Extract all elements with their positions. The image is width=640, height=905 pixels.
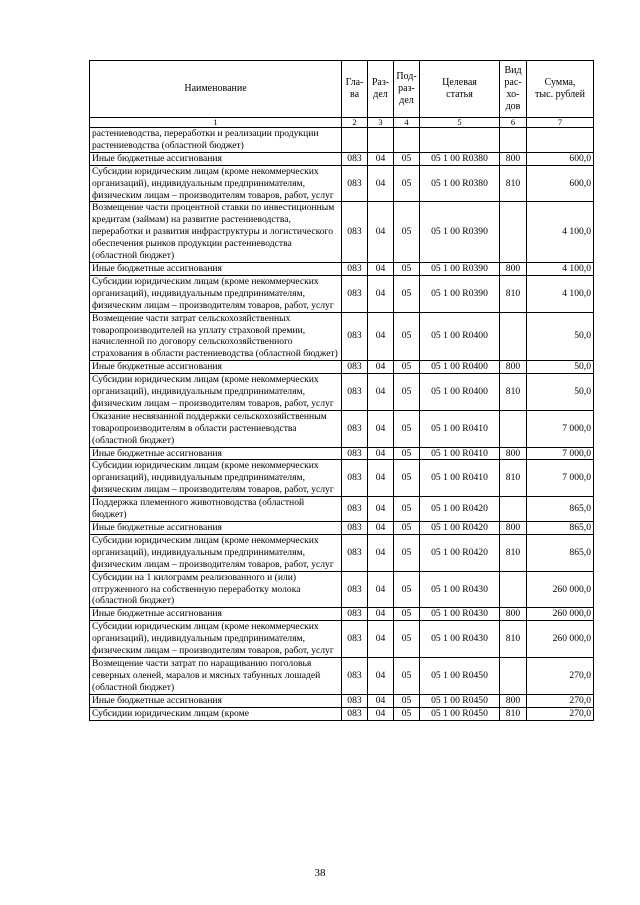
table-row (90, 497, 594, 522)
row-vid-cell: 800 (500, 262, 527, 275)
row-statya-cell: 05 1 00 R0380 (420, 152, 500, 165)
row-statya-cell: 05 1 00 R0450 (420, 694, 500, 707)
budget-table (89, 60, 594, 721)
table-row (90, 571, 594, 608)
header-glava: Гла- ва (342, 61, 368, 118)
row-razdel-cell: 04 (368, 621, 394, 658)
row-summa-cell: 4 100,0 (527, 202, 594, 263)
row-name-cell: Иные бюджетные ассигнования (90, 447, 342, 460)
row-vid-cell: 800 (500, 447, 527, 460)
row-glava-cell: 083 (342, 657, 368, 694)
row-statya-cell: 05 1 00 R0390 (420, 202, 500, 263)
row-glava-cell: 083 (342, 707, 368, 720)
row-summa-cell: 270,0 (527, 657, 594, 694)
row-razdel-cell: 04 (368, 152, 394, 165)
row-summa-cell: 865,0 (527, 497, 594, 522)
row-glava-cell: 083 (342, 621, 368, 658)
row-glava-cell: 083 (342, 275, 368, 312)
row-razdel-cell: 04 (368, 497, 394, 522)
row-statya-cell: 05 1 00 R0410 (420, 460, 500, 497)
row-statya-cell: 05 1 00 R0410 (420, 410, 500, 447)
row-statya-cell: 05 1 00 R0450 (420, 657, 500, 694)
row-summa-cell (527, 128, 594, 153)
row-summa-cell: 600,0 (527, 152, 594, 165)
row-glava-cell: 083 (342, 497, 368, 522)
row-vid-cell: 810 (500, 707, 527, 720)
row-podrazdel-cell: 05 (394, 534, 420, 571)
table-row (90, 608, 594, 621)
row-summa-cell: 865,0 (527, 522, 594, 535)
table-row (90, 275, 594, 312)
row-razdel-cell: 04 (368, 534, 394, 571)
table-row (90, 447, 594, 460)
table-row (90, 522, 594, 535)
row-name-cell: Субсидии юридическим лицам (кроме некоммерческих организаций), индивидуальным предпринимателям, физическим лицам – производителям товаров, работ, услуг (90, 275, 342, 312)
column-number: 7 (527, 118, 594, 128)
row-razdel-cell: 04 (368, 447, 394, 460)
row-podrazdel-cell (394, 128, 420, 153)
column-number: 3 (368, 118, 394, 128)
row-glava-cell: 083 (342, 165, 368, 202)
row-statya-cell: 05 1 00 R0420 (420, 534, 500, 571)
row-razdel-cell: 04 (368, 262, 394, 275)
row-name-cell: Иные бюджетные ассигнования (90, 361, 342, 374)
row-podrazdel-cell: 05 (394, 202, 420, 263)
row-razdel-cell: 04 (368, 374, 394, 411)
row-summa-cell: 50,0 (527, 312, 594, 361)
row-name-cell: Поддержка племенного животноводства (областной бюджет) (90, 497, 342, 522)
header-summa: Сумма, тыс. рублей (527, 61, 594, 118)
row-summa-cell: 270,0 (527, 694, 594, 707)
table-row (90, 657, 594, 694)
row-statya-cell: 05 1 00 R0380 (420, 165, 500, 202)
row-podrazdel-cell: 05 (394, 312, 420, 361)
row-razdel-cell: 04 (368, 707, 394, 720)
row-glava-cell: 083 (342, 312, 368, 361)
row-name-cell: Субсидии юридическим лицам (кроме некоммерческих организаций), индивидуальным предпринимателям, физическим лицам – производителям товаров, работ, услуг (90, 460, 342, 497)
table-row (90, 262, 594, 275)
row-summa-cell: 4 100,0 (527, 262, 594, 275)
row-summa-cell: 600,0 (527, 165, 594, 202)
row-razdel-cell: 04 (368, 694, 394, 707)
row-statya-cell: 05 1 00 R0400 (420, 374, 500, 411)
table-row (90, 361, 594, 374)
page-number: 38 (314, 867, 326, 879)
header-statya: Целевая статья (420, 61, 500, 118)
row-summa-cell: 7 000,0 (527, 410, 594, 447)
row-summa-cell: 7 000,0 (527, 460, 594, 497)
row-summa-cell: 270,0 (527, 707, 594, 720)
row-vid-cell: 810 (500, 374, 527, 411)
row-glava-cell: 083 (342, 694, 368, 707)
row-name-cell: Субсидии юридическим лицам (кроме (90, 707, 342, 720)
row-name-cell: Иные бюджетные ассигнования (90, 262, 342, 275)
table-row (90, 707, 594, 720)
row-podrazdel-cell: 05 (394, 275, 420, 312)
row-podrazdel-cell: 05 (394, 361, 420, 374)
row-glava-cell: 083 (342, 152, 368, 165)
row-razdel-cell: 04 (368, 312, 394, 361)
row-podrazdel-cell: 05 (394, 374, 420, 411)
row-statya-cell: 05 1 00 R0430 (420, 621, 500, 658)
row-razdel-cell: 04 (368, 522, 394, 535)
row-glava-cell (342, 128, 368, 153)
row-razdel-cell: 04 (368, 361, 394, 374)
row-summa-cell: 260 000,0 (527, 621, 594, 658)
row-podrazdel-cell: 05 (394, 694, 420, 707)
row-podrazdel-cell: 05 (394, 497, 420, 522)
row-glava-cell: 083 (342, 361, 368, 374)
row-summa-cell: 4 100,0 (527, 275, 594, 312)
row-statya-cell: 05 1 00 R0390 (420, 262, 500, 275)
row-podrazdel-cell: 05 (394, 262, 420, 275)
row-statya-cell: 05 1 00 R0450 (420, 707, 500, 720)
column-number-row (90, 118, 594, 128)
row-vid-cell (500, 312, 527, 361)
row-razdel-cell: 04 (368, 410, 394, 447)
row-vid-cell: 800 (500, 152, 527, 165)
row-name-cell: Иные бюджетные ассигнования (90, 152, 342, 165)
row-podrazdel-cell: 05 (394, 608, 420, 621)
row-summa-cell: 260 000,0 (527, 571, 594, 608)
row-statya-cell: 05 1 00 R0430 (420, 608, 500, 621)
row-vid-cell (500, 657, 527, 694)
table-row (90, 202, 594, 263)
table-row (90, 621, 594, 658)
row-glava-cell: 083 (342, 608, 368, 621)
row-glava-cell: 083 (342, 534, 368, 571)
row-razdel-cell: 04 (368, 275, 394, 312)
row-razdel-cell: 04 (368, 571, 394, 608)
table-row (90, 165, 594, 202)
row-vid-cell: 800 (500, 361, 527, 374)
row-razdel-cell (368, 128, 394, 153)
column-number: 1 (90, 118, 342, 128)
row-statya-cell (420, 128, 500, 153)
row-vid-cell: 810 (500, 460, 527, 497)
header-vid: Вид рас- хо- дов (500, 61, 527, 118)
table-row (90, 128, 594, 153)
row-razdel-cell: 04 (368, 657, 394, 694)
row-summa-cell: 50,0 (527, 374, 594, 411)
row-podrazdel-cell: 05 (394, 571, 420, 608)
row-name-cell: Возмещение части процентной ставки по инвестиционным кредитам (займам) на развитие растениеводства, переработки и развития инфраструктуры и логистического обеспечения рынков продукции растениеводства (областной бюджет) (90, 202, 342, 263)
row-name-cell: Субсидии юридическим лицам (кроме некоммерческих организаций), индивидуальным предпринимателям, физическим лицам – производителям товаров, работ, услуг (90, 621, 342, 658)
row-name-cell: Субсидии на 1 килограмм реализованного и (или) отгруженного на собственную переработку молока (областной бюджет) (90, 571, 342, 608)
column-number: 5 (420, 118, 500, 128)
column-number: 4 (394, 118, 420, 128)
row-glava-cell: 083 (342, 202, 368, 263)
row-summa-cell: 865,0 (527, 534, 594, 571)
column-number: 6 (500, 118, 527, 128)
header-name: Наименование (90, 61, 342, 118)
row-statya-cell: 05 1 00 R0410 (420, 447, 500, 460)
row-vid-cell (500, 497, 527, 522)
row-vid-cell (500, 410, 527, 447)
row-glava-cell: 083 (342, 447, 368, 460)
row-podrazdel-cell: 05 (394, 657, 420, 694)
row-vid-cell: 810 (500, 165, 527, 202)
row-vid-cell: 810 (500, 275, 527, 312)
row-podrazdel-cell: 05 (394, 447, 420, 460)
row-name-cell: Иные бюджетные ассигнования (90, 522, 342, 535)
row-summa-cell: 7 000,0 (527, 447, 594, 460)
row-statya-cell: 05 1 00 R0390 (420, 275, 500, 312)
row-name-cell: растениеводства, переработки и реализации продукции растениеводства (областной бюджет) (90, 128, 342, 153)
row-statya-cell: 05 1 00 R0400 (420, 361, 500, 374)
row-name-cell: Возмещение части затрат сельскохозяйственных товаропроизводителей на уплату страховой премии, начисленной по договору сельскохозяйственного страхования в области растениеводства (областной бюджет) (90, 312, 342, 361)
header-row (90, 61, 594, 118)
row-podrazdel-cell: 05 (394, 460, 420, 497)
row-razdel-cell: 04 (368, 608, 394, 621)
row-name-cell: Субсидии юридическим лицам (кроме некоммерческих организаций), индивидуальным предпринимателям, физическим лицам – производителям товаров, работ, услуг (90, 165, 342, 202)
row-podrazdel-cell: 05 (394, 165, 420, 202)
row-name-cell: Иные бюджетные ассигнования (90, 694, 342, 707)
row-podrazdel-cell: 05 (394, 707, 420, 720)
row-statya-cell: 05 1 00 R0400 (420, 312, 500, 361)
table-row (90, 460, 594, 497)
table-row (90, 534, 594, 571)
row-vid-cell: 810 (500, 534, 527, 571)
table-row (90, 374, 594, 411)
table-body (90, 128, 594, 721)
table-row (90, 410, 594, 447)
row-podrazdel-cell: 05 (394, 410, 420, 447)
row-statya-cell: 05 1 00 R0420 (420, 522, 500, 535)
row-glava-cell: 083 (342, 460, 368, 497)
row-glava-cell: 083 (342, 262, 368, 275)
row-podrazdel-cell: 05 (394, 621, 420, 658)
column-number: 2 (342, 118, 368, 128)
row-name-cell: Иные бюджетные ассигнования (90, 608, 342, 621)
row-razdel-cell: 04 (368, 165, 394, 202)
row-glava-cell: 083 (342, 410, 368, 447)
table-row (90, 694, 594, 707)
row-razdel-cell: 04 (368, 460, 394, 497)
row-name-cell: Субсидии юридическим лицам (кроме некоммерческих организаций), индивидуальным предпринимателям, физическим лицам – производителям товаров, работ, услуг (90, 534, 342, 571)
row-vid-cell: 800 (500, 522, 527, 535)
row-podrazdel-cell: 05 (394, 152, 420, 165)
row-name-cell: Возмещение части затрат по наращиванию поголовья северных оленей, маралов и мясных табунных лошадей (областной бюджет) (90, 657, 342, 694)
row-podrazdel-cell: 05 (394, 522, 420, 535)
row-summa-cell: 50,0 (527, 361, 594, 374)
row-vid-cell: 810 (500, 621, 527, 658)
row-vid-cell (500, 128, 527, 153)
row-razdel-cell: 04 (368, 202, 394, 263)
row-name-cell: Субсидии юридическим лицам (кроме некоммерческих организаций), индивидуальным предпринимателям, физическим лицам – производителям товаров, работ, услуг (90, 374, 342, 411)
row-name-cell: Оказание несвязанной поддержки сельскохозяйственным товаропроизводителям в области растениеводства (областной бюджет) (90, 410, 342, 447)
row-vid-cell: 800 (500, 608, 527, 621)
header-razdel: Раз- дел (368, 61, 394, 118)
row-summa-cell: 260 000,0 (527, 608, 594, 621)
row-vid-cell (500, 202, 527, 263)
table-row (90, 312, 594, 361)
row-vid-cell: 800 (500, 694, 527, 707)
table-row (90, 152, 594, 165)
header-podrazdel: Под- раз- дел (394, 61, 420, 118)
row-glava-cell: 083 (342, 571, 368, 608)
row-vid-cell (500, 571, 527, 608)
row-glava-cell: 083 (342, 522, 368, 535)
row-glava-cell: 083 (342, 374, 368, 411)
row-statya-cell: 05 1 00 R0430 (420, 571, 500, 608)
row-statya-cell: 05 1 00 R0420 (420, 497, 500, 522)
